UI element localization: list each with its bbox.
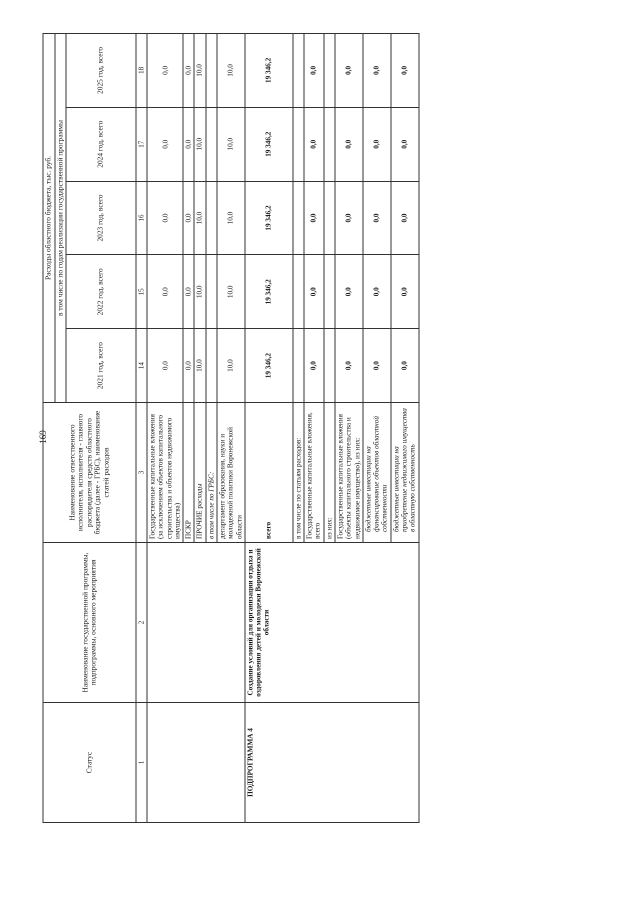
cell-value: 0,0 bbox=[363, 329, 391, 403]
cell-value: 0,0 bbox=[183, 255, 194, 329]
cell-value bbox=[206, 255, 217, 329]
cell-value: 19 346,2 bbox=[245, 107, 293, 181]
cell-value: 0,0 bbox=[183, 107, 194, 181]
cell-value bbox=[206, 107, 217, 181]
cell-value: 0,0 bbox=[363, 34, 391, 108]
cell-value: 0,0 bbox=[183, 329, 194, 403]
cell-value: 10,0 bbox=[194, 329, 205, 403]
cell-value bbox=[324, 181, 335, 255]
cell-value: 0,0 bbox=[391, 329, 419, 403]
col-number: 14 bbox=[136, 329, 147, 403]
header-status: Статус bbox=[43, 703, 136, 823]
cell-value: 10,0 bbox=[217, 181, 245, 255]
header-budget-group: Расходы областного бюджета, тыс. руб. bbox=[43, 34, 55, 403]
row-label: в том числе по статьям расходов: bbox=[293, 403, 304, 543]
cell-value: 0,0 bbox=[147, 255, 183, 329]
cell-value: 0,0 bbox=[391, 181, 419, 255]
cell-value: 10,0 bbox=[194, 181, 205, 255]
cell-value: 0,0 bbox=[304, 329, 324, 403]
cell-value: 19 346,2 bbox=[245, 181, 293, 255]
cell-value bbox=[324, 34, 335, 108]
cell-value: 0,0 bbox=[335, 255, 363, 329]
col-number: 18 bbox=[136, 34, 147, 108]
cell-value: 0,0 bbox=[147, 329, 183, 403]
table-row bbox=[245, 34, 293, 823]
row-label: бюджетные инвестиции на приобретение недвижимого имущества в областную собственность bbox=[391, 403, 419, 543]
cell-value: 0,0 bbox=[147, 107, 183, 181]
cell-value: 0,0 bbox=[391, 107, 419, 181]
cell-value bbox=[293, 107, 304, 181]
cell-value bbox=[293, 255, 304, 329]
row-label: ПРОЧИЕ расходы bbox=[194, 403, 205, 543]
cell-value: 0,0 bbox=[304, 181, 324, 255]
row-label: ПСКР bbox=[183, 403, 194, 543]
col-number: 3 bbox=[136, 403, 147, 543]
row-label: Государственные капитальные вложения (объекты капитального строительства и недвижимое имущество), из них: bbox=[335, 403, 363, 543]
row-label: из них: bbox=[324, 403, 335, 543]
cell-value bbox=[206, 34, 217, 108]
cell-value: 0,0 bbox=[304, 107, 324, 181]
subprogram-status: ПОДПРОГРАММА 4 bbox=[245, 703, 419, 823]
cell-value: 10,0 bbox=[217, 329, 245, 403]
cell-value: 10,0 bbox=[217, 34, 245, 108]
table-row bbox=[147, 34, 183, 823]
cell-value bbox=[206, 181, 217, 255]
row-label: Государственные капитальные вложения, всего bbox=[304, 403, 324, 543]
row-label: всего bbox=[245, 403, 293, 543]
col-number: 16 bbox=[136, 181, 147, 255]
cell-value: 0,0 bbox=[304, 255, 324, 329]
cell-value: 0,0 bbox=[363, 181, 391, 255]
header-year: 2023 год, всего bbox=[66, 181, 136, 255]
cell-value: 0,0 bbox=[391, 34, 419, 108]
cell-value: 19 346,2 bbox=[245, 255, 293, 329]
cell-value: 10,0 bbox=[194, 255, 205, 329]
budget-table-wrapper bbox=[43, 33, 598, 823]
cell-value: 0,0 bbox=[147, 34, 183, 108]
cell-empty bbox=[147, 543, 245, 703]
cell-value: 10,0 bbox=[217, 107, 245, 181]
header-year: 2021 год, всего bbox=[66, 329, 136, 403]
cell-value: 0,0 bbox=[335, 181, 363, 255]
cell-value bbox=[293, 181, 304, 255]
row-label: департамент образования, науки и молодежной политики Воронежской области bbox=[217, 403, 245, 543]
cell-value bbox=[324, 255, 335, 329]
cell-value: 0,0 bbox=[335, 34, 363, 108]
cell-value: 0,0 bbox=[363, 255, 391, 329]
header-year: 2022 год, всего bbox=[66, 255, 136, 329]
cell-value: 10,0 bbox=[194, 34, 205, 108]
header-subgroup: в том числе по годам реализации государственной программы bbox=[55, 34, 67, 403]
cell-value bbox=[293, 329, 304, 403]
cell-value bbox=[324, 329, 335, 403]
cell-value: 0,0 bbox=[147, 181, 183, 255]
cell-value: 0,0 bbox=[183, 34, 194, 108]
cell-value: 19 346,2 bbox=[245, 329, 293, 403]
cell-value: 0,0 bbox=[363, 107, 391, 181]
cell-value bbox=[324, 107, 335, 181]
col-number: 15 bbox=[136, 255, 147, 329]
cell-value: 10,0 bbox=[194, 107, 205, 181]
cell-value bbox=[293, 34, 304, 108]
budget-table bbox=[43, 33, 420, 823]
subprogram-name: Создание условий для организации отдыха и оздоровления детей и молодежи Воронежской области bbox=[245, 543, 419, 703]
header-responsible: Наименование ответственного исполнителя, исполнителя - главного распорядителя средств областного бюджета (далее - ГРБС), наименование статей расходов bbox=[43, 403, 136, 543]
header-year: 2025 год, всего bbox=[66, 34, 136, 108]
row-label: Государственные капитальные вложения (за исключением объектов капитального строительства и объектов недвижимого имущества) bbox=[147, 403, 183, 543]
row-label: бюджетные инвестиции на финансирование объектов областной собственности bbox=[363, 403, 391, 543]
cell-value bbox=[206, 329, 217, 403]
cell-value: 0,0 bbox=[335, 329, 363, 403]
cell-value: 0,0 bbox=[335, 107, 363, 181]
col-number: 2 bbox=[136, 543, 147, 703]
cell-value: 0,0 bbox=[183, 181, 194, 255]
col-number: 1 bbox=[136, 703, 147, 823]
cell-value: 0,0 bbox=[304, 34, 324, 108]
header-year: 2024 год, всего bbox=[66, 107, 136, 181]
cell-value: 0,0 bbox=[391, 255, 419, 329]
page-number: 169 bbox=[37, 430, 48, 444]
row-label: в том числе по ГРБС: bbox=[206, 403, 217, 543]
cell-value: 19 346,2 bbox=[245, 34, 293, 108]
header-program-name: Наименование государственной программы, подпрограммы, основного мероприятия bbox=[43, 543, 136, 703]
cell-value: 10,0 bbox=[217, 255, 245, 329]
cell-empty bbox=[147, 703, 245, 823]
col-number: 17 bbox=[136, 107, 147, 181]
